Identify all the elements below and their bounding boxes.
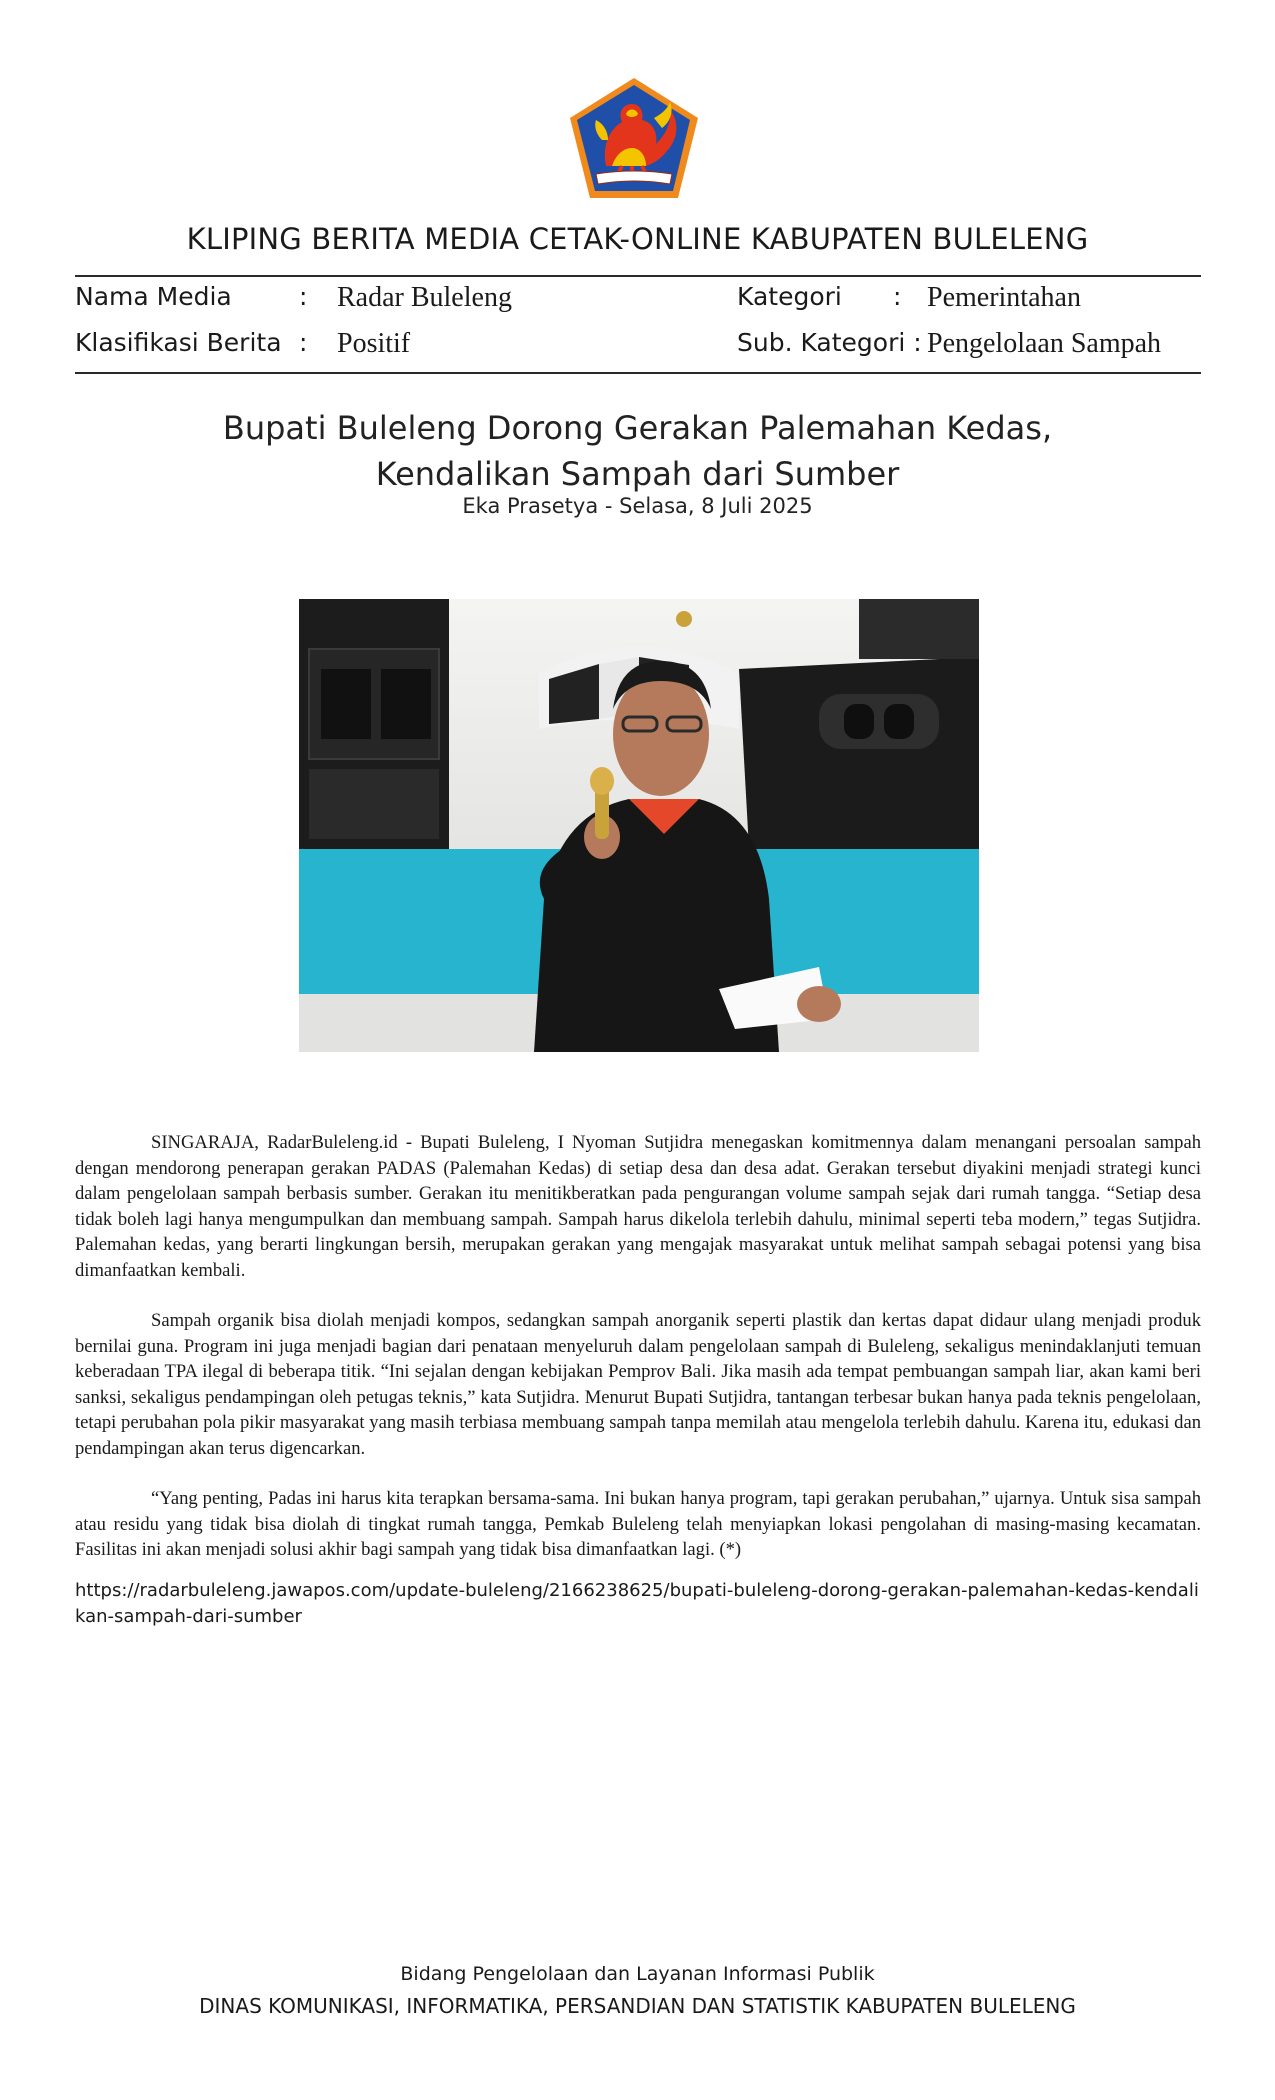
article-byline: Eka Prasetya - Selasa, 8 Juli 2025 [462,494,813,518]
kategori-label: Kategori [737,282,842,311]
kategori-colon: : [893,282,902,311]
sub-kategori-label: Sub. Kategori : [737,328,922,357]
article-paragraph-1: SINGARAJA, RadarBuleleng.id - Bupati Buleleng, I Nyoman Sutjidra menegaskan komitmennya dalam menangani persoalan sampah dengan mendorong penerapan gerakan PADAS (Palemahan Kedas) di setiap desa dan desa adat. Gerakan tersebut diyakini menjadi strategi kunci dalam pengelolaan sampah berbasis sumber. Gerakan itu menitikberatkan pada pengurangan volume sampah sejak dari rumah tangga. “Setiap desa tidak boleh lagi hanya mengumpulkan dan membuang sampah. Sampah harus dikelola terlebih dahulu, minimal seperti teba modern,” tegas Sutjidra. Palemahan kedas, yang berarti lingkungan bersih, merupakan gerakan yang mengajak masyarakat untuk melihat sampah sebagai potensi yang bisa dimanfaatkan kembali. [75,1132,1201,1281]
regency-emblem-logo [566,74,702,202]
headline-line-2: Kendalikan Sampah dari Sumber [375,455,900,493]
klasifikasi-label: Klasifikasi Berita [75,328,282,357]
kategori-value: Pemerintahan [927,282,1081,313]
source-url-link[interactable]: https://radarbuleleng.jawapos.com/update-buleleng/2166238625/bupati-buleleng-dorong-gerakan-palemahan-kedas-kendalikan-sampah-dari-sumber [75,1580,1199,1627]
nama-media-colon: : [299,282,308,311]
nama-media-value: Radar Buleleng [337,282,512,313]
footer-agency: DINAS KOMUNIKASI, INFORMATIKA, PERSANDIAN DAN STATISTIK KABUPATEN BULELENG [199,1994,1076,2018]
header-rule-top [75,275,1201,277]
article-body [75,1130,1201,1588]
document-title: KLIPING BERITA MEDIA CETAK-ONLINE KABUPATEN BULELENG [186,222,1089,256]
article-photo [299,599,979,1052]
article-paragraph-2: Sampah organik bisa diolah menjadi kompos, sedangkan sampah anorganik seperti plastik dan kertas dapat didaur ulang menjadi produk bernilai guna. Program ini juga menjadi bagian dari penataan menyeluruh dalam pengelolaan sampah di Buleleng, sekaligus menindaklanjuti temuan keberadaan TPA ilegal di beberapa titik. “Ini sejalan dengan kebijakan Pemprov Bali. Jika masih ada tempat pembuangan sampah liar, akan kami beri sanksi, sekaligus pendampingan oleh petugas teknis,” kata Sutjidra. Menurut Bupati Sutjidra, tantangan terbesar bukan hanya pada teknis pengelolaan, tetapi perubahan pola pikir masyarakat yang masih terbiasa membuang sampah tanpa memilah atau mengelola terlebih dahulu. Karena itu, edukasi dan pendampingan akan terus digencarkan. [75,1310,1201,1459]
article-paragraph-3: “Yang penting, Padas ini harus kita terapkan bersama-sama. Ini bukan hanya program, tapi gerakan perubahan,” ujarnya. Untuk sisa sampah atau residu yang tidak bisa diolah di tingkat rumah tangga, Pemkab Buleleng telah menyiapkan lokasi pengolahan di masing-masing kecamatan. Fasilitas ini akan menjadi solusi akhir bagi sampah yang tidak bisa dimanfaatkan lagi. (*) [75,1488,1201,1560]
klasifikasi-colon: : [299,328,308,357]
singa-ambara-raja-emblem-icon [566,74,702,202]
article-headline [0,405,1275,497]
headline-line-1: Bupati Buleleng Dorong Gerakan Palemahan Kedas, [222,409,1053,447]
footer-department: Bidang Pengelolaan dan Layanan Informasi Publik [400,1963,875,1985]
nama-media-label: Nama Media [75,282,232,311]
klasifikasi-value: Positif [337,328,411,359]
meta-row-2 [75,328,1201,364]
sub-kategori-value: Pengelolaan Sampah [927,328,1162,359]
header-rule-bottom [75,372,1201,374]
meta-row-1 [75,282,1201,318]
